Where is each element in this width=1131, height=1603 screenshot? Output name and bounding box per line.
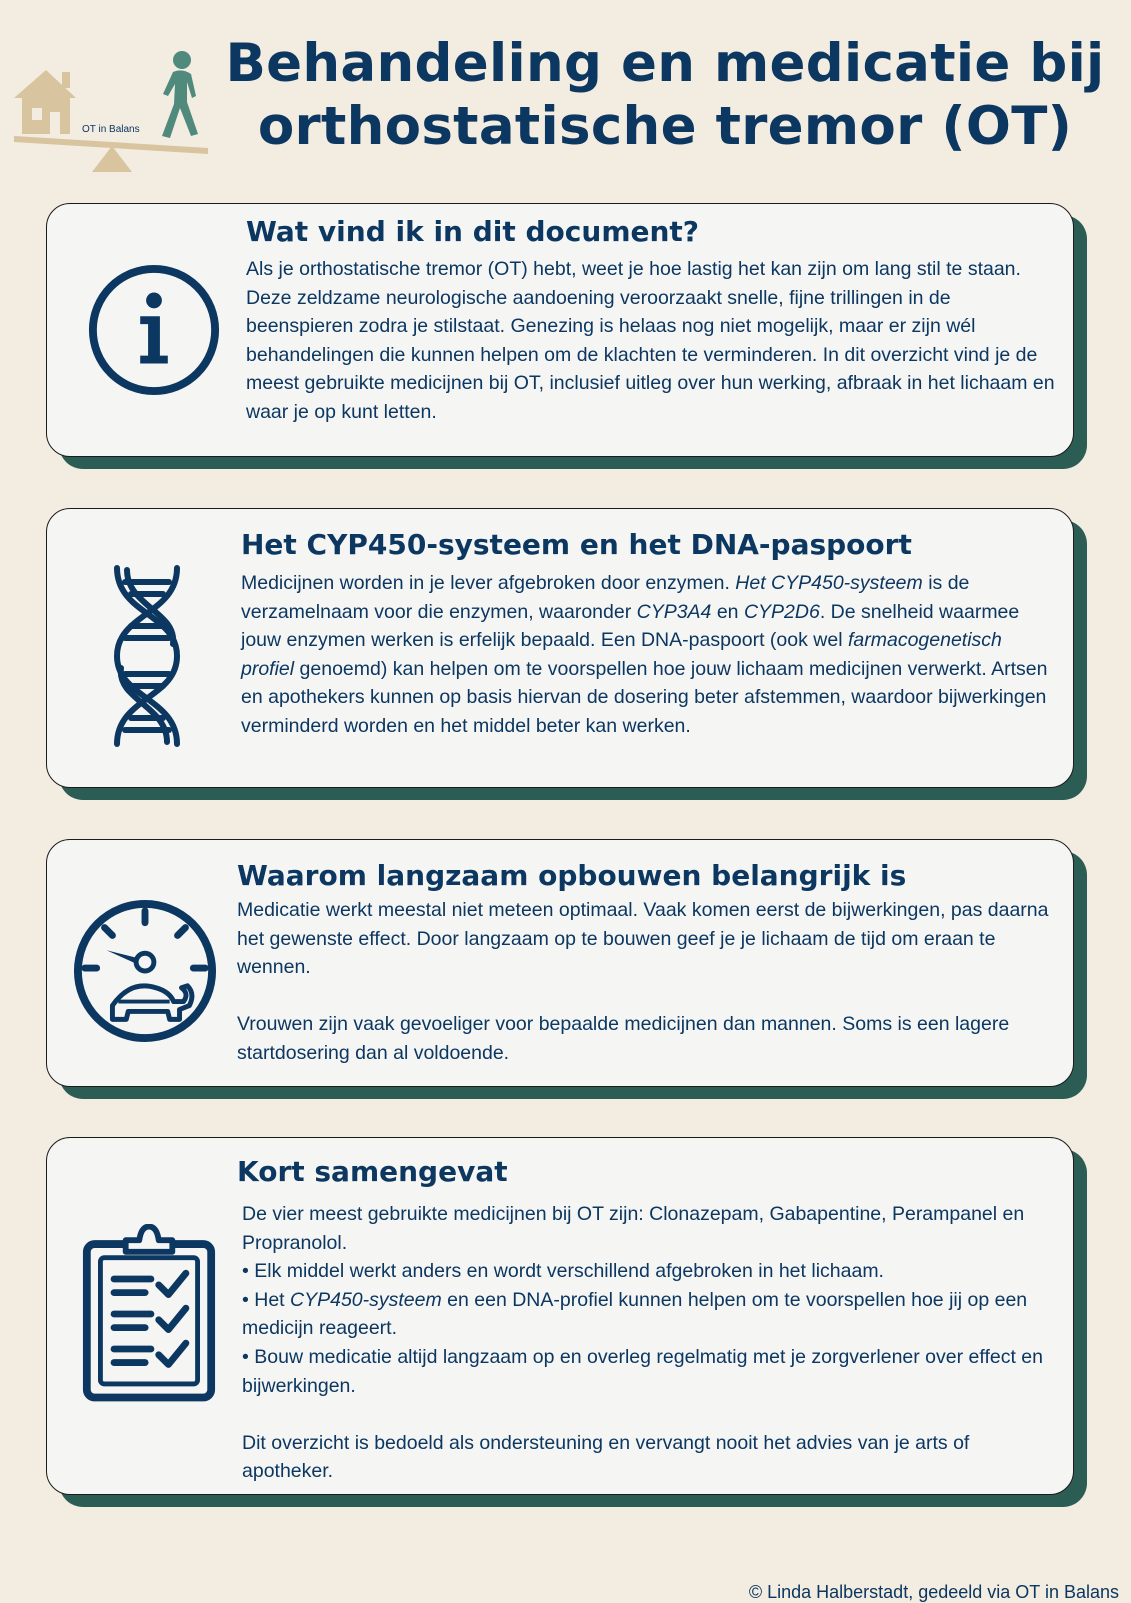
card-body-text: Als je orthostatische tremor (OT) hebt, weet je hoe lastig het kan zijn om lang stil te staan. Deze zeldzame neurologische aandoening veroorzaakt snelle, fijne trillingen in de beenspieren zodra je stilstaat. Genezing is helaas nog niet mogelijk, maar er zijn wél behandelingen die kunnen helpen om de klachten te verminderen. In dit overzicht vind je de meest gebruikte medicijnen bij OT, inclusief uitleg over hun werking, afbraak in het lichaam en waar je op kunt letten.: [246, 258, 1055, 423]
speedometer-turtle-icon: [71, 897, 219, 1045]
clipboard-checklist-icon: [81, 1224, 217, 1404]
card-cyp450-dna: [46, 508, 1074, 788]
card-heading: Wat vind ik in dit document?: [246, 215, 700, 248]
dna-icon: [107, 564, 187, 748]
card-body: [246, 255, 1061, 427]
italic-run: Het CYP450-systeem: [735, 572, 923, 594]
italic-run: CYP3A4: [636, 600, 712, 623]
card-heading: Waarom langzaam opbouwen belangrijk is: [237, 859, 907, 892]
card-paragraph: Medicatie werkt meestal niet meteen optimaal. Vaak komen eerst de bijwerkingen, pas daarna het gewenste effect. Door langzaam op te bouwen geef je je lichaam de tijd om eraan te wennen.: [237, 899, 1049, 979]
italic-run: farmacogenetisch profiel: [241, 629, 1002, 680]
house-icon: [14, 70, 76, 134]
text-run: Medicijnen worden in je lever afgebroken door enzymen.: [241, 572, 736, 594]
text-run: en een DNA-profiel kunnen helpen om te voorspellen hoe jij op een medicijn reageert.: [242, 1288, 1028, 1340]
copyright-footer: © Linda Halberstadt, gedeeld via OT in Balans: [748, 1582, 1119, 1602]
card-paragraph: Vrouwen zijn vaak gevoeliger voor bepaalde medicijnen dan mannen. Soms is een lagere startdosering dan al voldoende.: [237, 1013, 1010, 1064]
card-heading: Het CYP450-systeem en het DNA-paspoort: [241, 528, 912, 561]
logo-text: OT in Balans: [82, 124, 140, 135]
card-body-text: [241, 569, 1056, 741]
card-closing: Dit overzicht is bedoeld als ondersteuning en vervangt nooit het advies van je arts of apotheker.: [242, 1431, 970, 1483]
card-document-overview: [46, 203, 1074, 457]
ot-in-balans-logo: [12, 50, 217, 180]
bullet-item: • Bouw medicatie altijd langzaam op en overleg regelmatig met je zorgverlener over effect en bijwerkingen.: [242, 1345, 1043, 1397]
card-slow-build-up: [46, 839, 1074, 1087]
card-body: [241, 569, 1056, 741]
card-summary: [46, 1137, 1074, 1495]
italic-run: CYP2D6: [743, 600, 820, 623]
text-run: is de verzamelnaam voor die enzymen, waaronder: [241, 572, 970, 623]
bullet-item: [242, 1286, 1057, 1343]
page-title-line1: Behandeling en medicatie bij: [225, 33, 1105, 94]
card-body: [242, 1200, 1057, 1486]
text-run: • Het: [242, 1288, 291, 1311]
bullet-item: • Elk middel werkt anders en wordt verschillend afgebroken in het lichaam.: [242, 1260, 884, 1283]
walking-person-icon: [162, 51, 198, 138]
card-intro: De vier meest gebruikte medicijnen bij OT zijn: Clonazepam, Gabapentine, Perampanel en Propranolol.: [242, 1203, 1025, 1254]
text-run: genoemd) kan helpen om te voorspellen hoe jouw lichaam medicijnen verwerkt. Artsen en apothekers kunnen op basis hiervan de dosering beter afstemmen, waardoor bijwerkingen verminderd worden en het middel beter kan werken.: [241, 657, 1048, 737]
page-title-line2: orthostatische tremor (OT): [257, 96, 1073, 157]
page-title: [225, 32, 1105, 158]
card-heading: Kort samengevat: [237, 1155, 508, 1188]
info-icon: [85, 261, 223, 399]
card-body: [237, 896, 1052, 1068]
text-run: . De snelheid waarmee jouw enzymen werken is erfelijk bepaald. Een DNA-paspoort (ook wel: [241, 600, 1020, 652]
italic-run: CYP450-systeem: [290, 1288, 442, 1311]
text-run: en: [711, 600, 744, 623]
